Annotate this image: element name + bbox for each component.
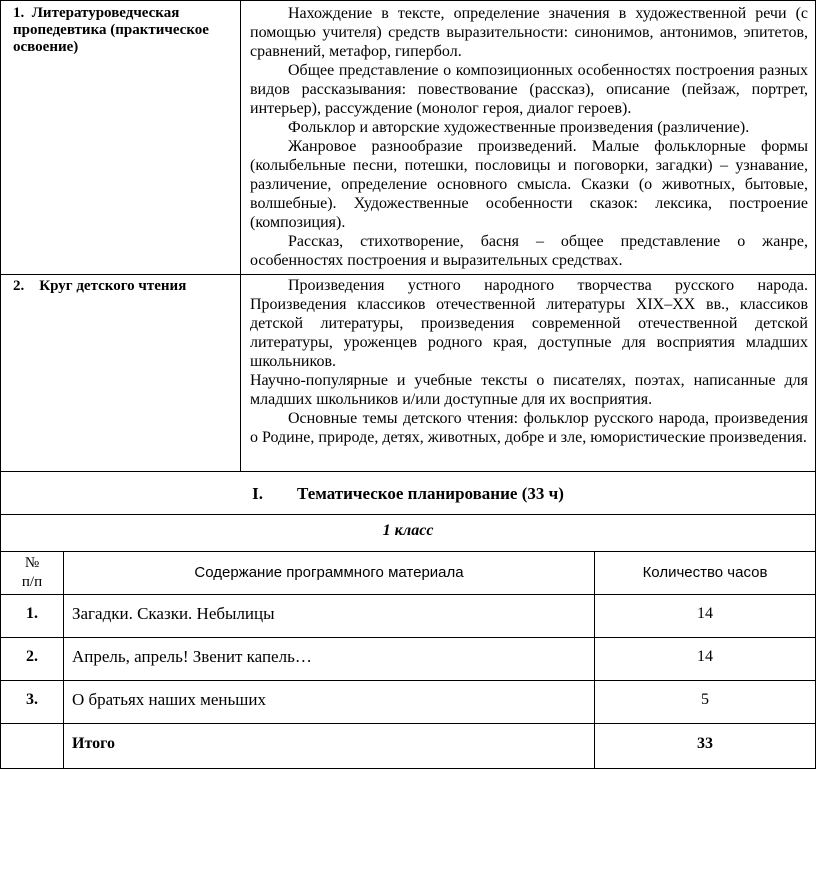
row-divider: [0, 680, 816, 681]
row-number: 2.: [26, 648, 38, 665]
item-number: 1.: [13, 5, 25, 21]
column-divider: [240, 0, 241, 472]
row-number: 3.: [26, 691, 38, 708]
row-divider: [0, 471, 816, 472]
row-hours: 14: [697, 648, 713, 665]
section-title: Тематическое планирование (33 ч): [297, 484, 564, 503]
paragraph: Нахождение в тексте, определение значения в художественной речи (с помощью учителя) средств выразительности: синонимов, антонимов, эпитетов, сравнений, метафор, гипербол.: [250, 5, 808, 60]
row-divider: [0, 723, 816, 724]
total-hours: 33: [697, 735, 713, 752]
item-title: Литературоведческая пропедевтика (практическое освоение): [13, 5, 209, 55]
row-divider: [0, 594, 816, 595]
row-hours: 14: [697, 605, 713, 622]
paragraph: Рассказ, стихотворение, басня – общее представление о жанре, особенностях построения и выразительных средствах.: [250, 233, 808, 269]
paragraph: Жанровое разнообразие произведений. Малые фольклорные формы (колыбельные песни, потешки, пословицы и поговорки, загадки) – узнавание, различение, определение основного смысла. Сказки (о животных, бытовые, волшебные). Художественные особенности сказок: лексика, построение (композиция).: [250, 138, 808, 231]
row-divider: [0, 551, 816, 552]
paragraph: Произведения устного народного творчества русского народа. Произведения классиков отечественной литературы XIX–ХХ вв., классиков детской литературы, произведения современной отечественной детской литературы, уроженцев родного края, доступные для восприятия младших школьников.: [250, 277, 808, 370]
item-number: 2.: [13, 278, 25, 294]
header-number: № п/п: [21, 555, 43, 590]
row-divider: [0, 274, 816, 275]
paragraph: Основные темы детского чтения: фольклор русского народа, произведения о Родине, природе, детях, животных, добре и зле, юмористические произведения.: [250, 410, 808, 446]
item-title: Круг детского чтения: [39, 278, 187, 294]
section-title-cell: [13, 5, 233, 56]
section-heading: [0, 484, 816, 504]
row-divider: [0, 637, 816, 638]
row-content: Загадки. Сказки. Небылицы: [72, 604, 275, 623]
paragraph: Фольклор и авторские художественные произведения (различение).: [288, 119, 750, 136]
table-border-bottom: [0, 768, 816, 769]
header-content: Содержание программного материала: [194, 564, 464, 581]
paragraph: Научно-популярные и учебные тексты о писателях, поэтах, написанные для младших школьников и/или доступные для их восприятия.: [250, 372, 808, 408]
section-description: [250, 276, 808, 447]
total-label: Итого: [72, 735, 115, 752]
row-content: Апрель, апрель! Звенит капель…: [72, 647, 312, 666]
section-title-cell: [13, 278, 233, 295]
section-description: [250, 4, 808, 270]
row-number: 1.: [26, 605, 38, 622]
paragraph: Общее представление о композиционных особенностях построения разных видов рассказывания: повествование (рассказ), описание (пейзаж, портрет, интерьер), рассуждение (монолог героя, диалог героев).: [250, 62, 808, 117]
header-hours: Количество часов: [642, 564, 768, 581]
column-divider: [63, 551, 64, 769]
grade-label: 1 класс: [382, 522, 434, 539]
section-roman-number: I.: [252, 484, 264, 503]
row-divider: [0, 514, 816, 515]
row-content: О братьях наших меньших: [72, 690, 266, 709]
row-hours: 5: [701, 691, 709, 708]
table-border-top: [0, 0, 816, 1]
